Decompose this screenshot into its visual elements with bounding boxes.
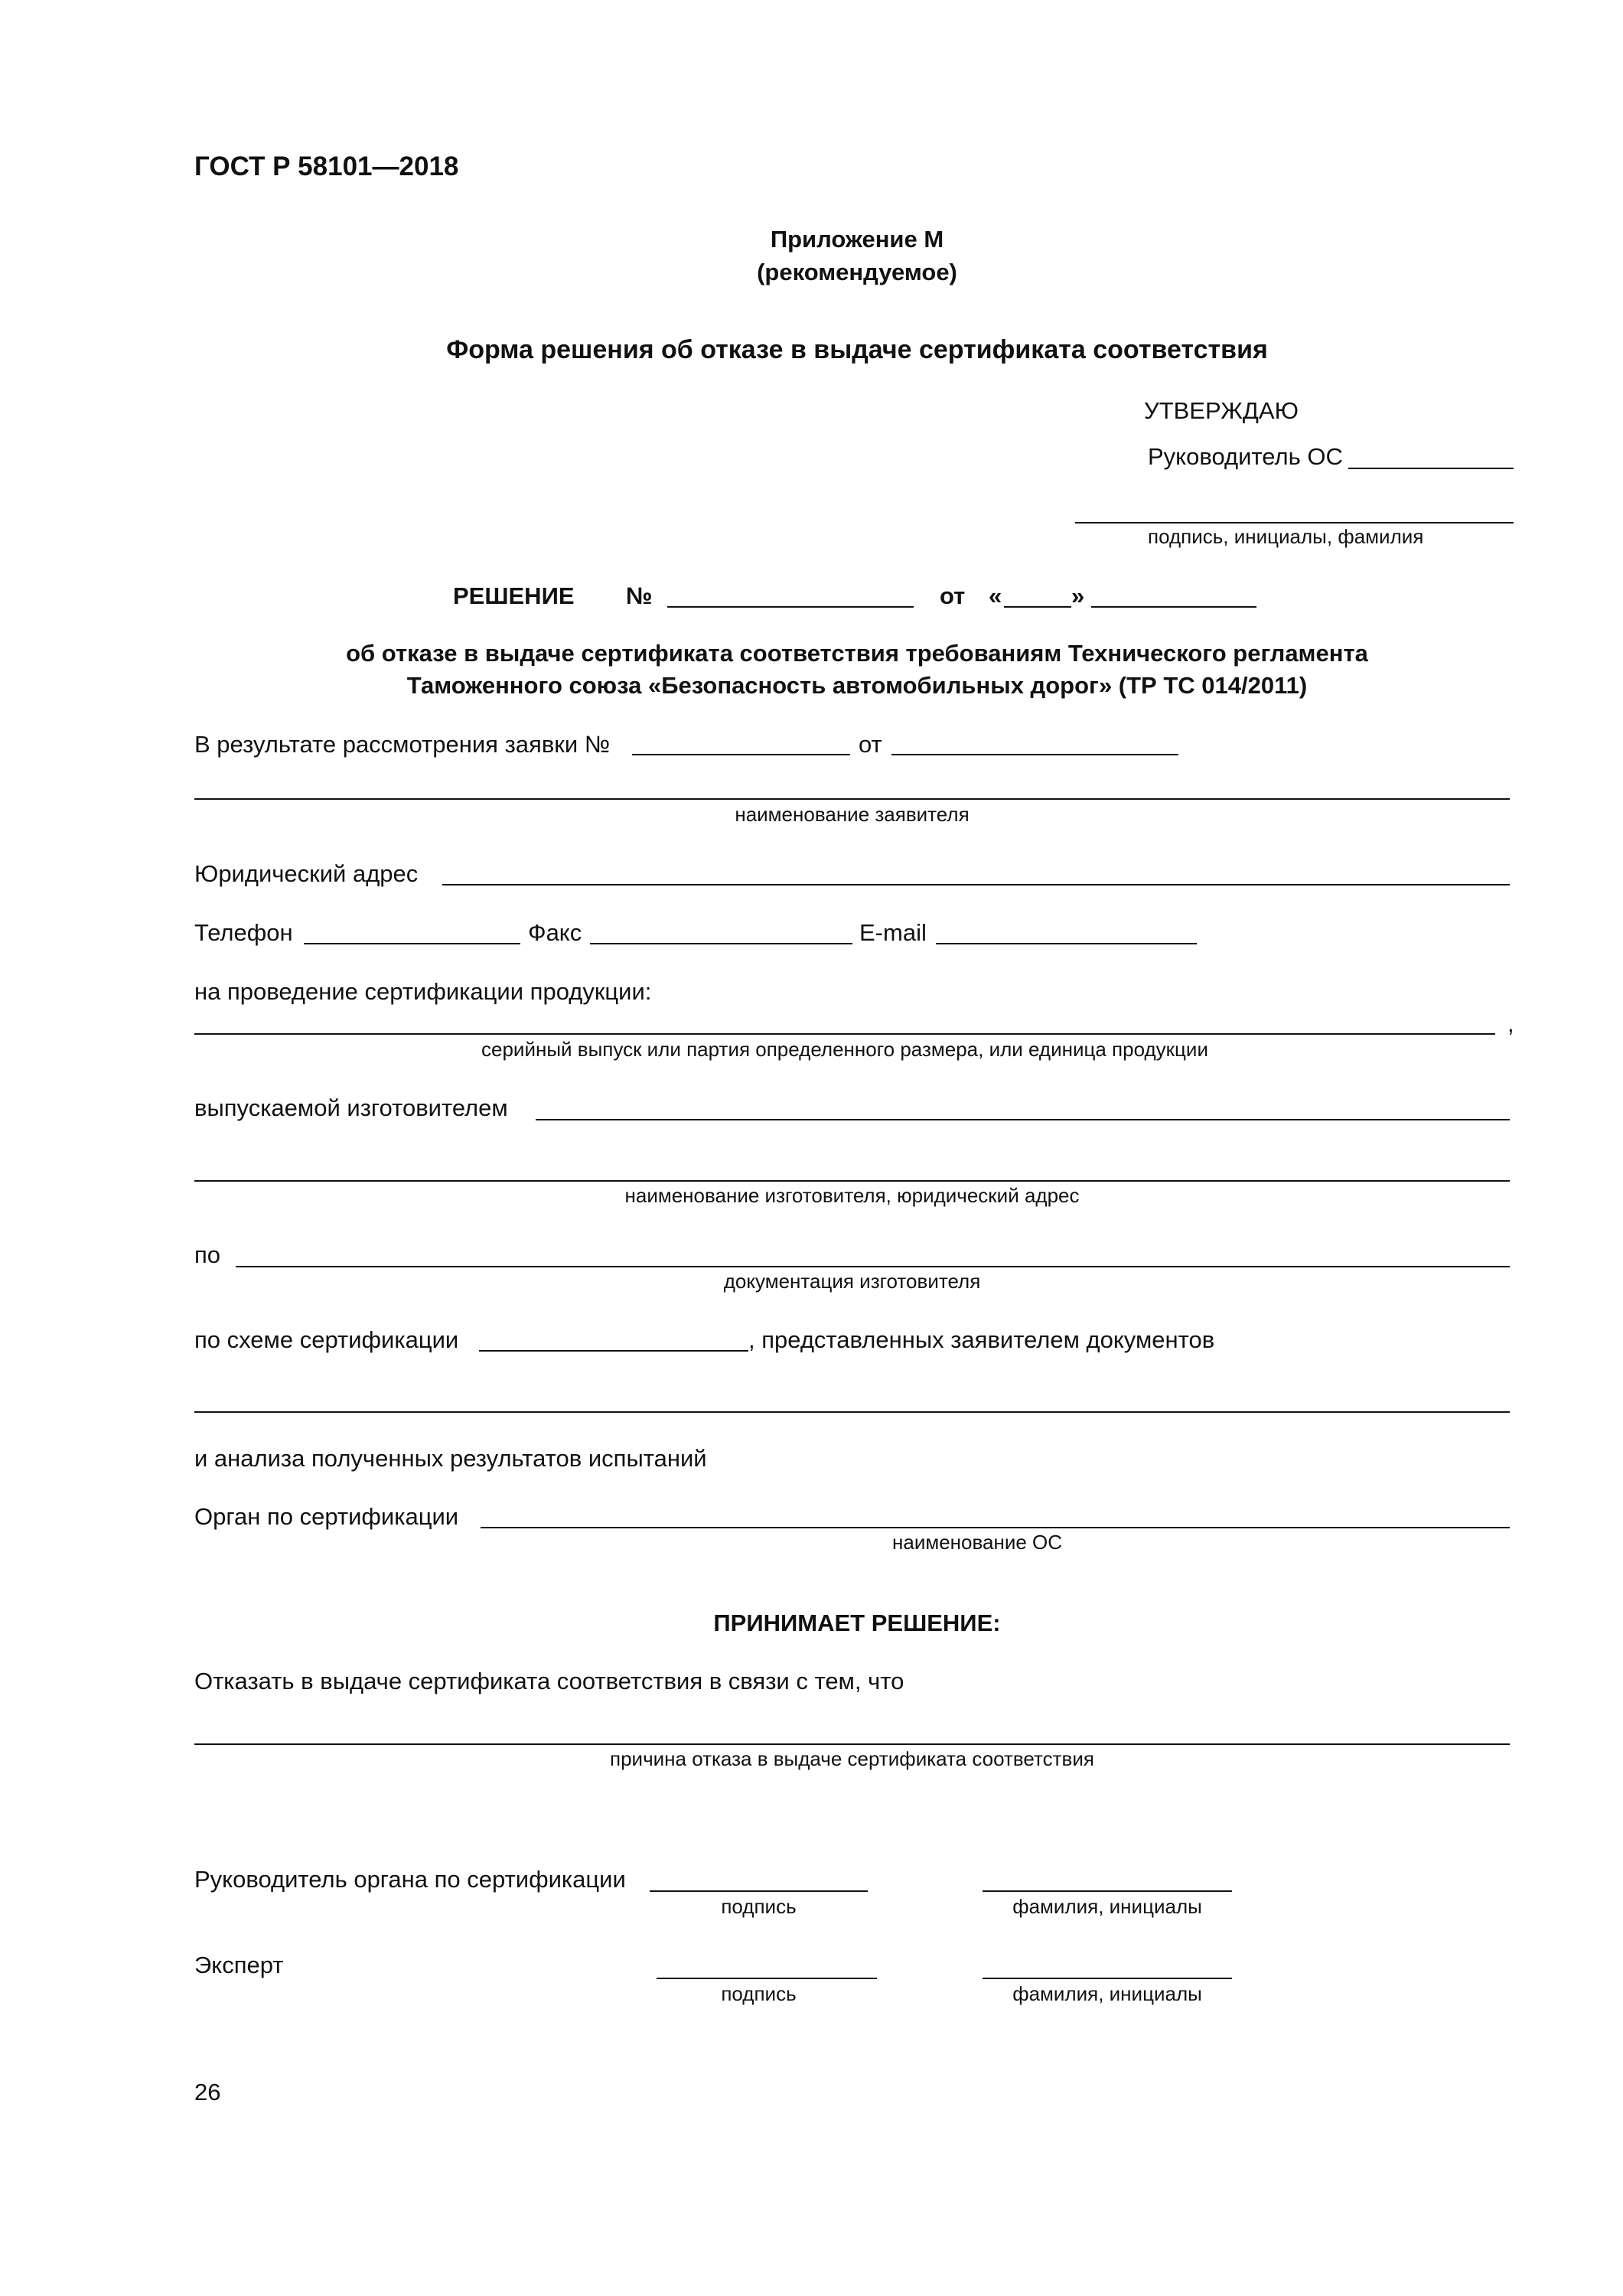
address-line [442,884,1510,885]
page-number: 26 [194,2079,221,2105]
number-sign: № [626,582,653,609]
head-os-line [1348,468,1514,469]
documentation-caption: документация изготовителя [723,1270,981,1293]
manufacturer-label: выпускаемой изготовителем [194,1094,508,1121]
documentation-line [236,1266,1510,1267]
reason-caption: причина отказа в выдаче сертификата соответствия [610,1747,1094,1770]
decision-number-line [667,606,914,608]
head-sign-line [650,1890,868,1892]
address-label: Юридический адрес [194,860,419,887]
approve-label: УТВЕРЖДАЮ [1144,397,1299,424]
approval-sign-caption: подпись, инициалы, фамилия [1148,525,1424,548]
cert-body-line [481,1527,1510,1528]
application-from-label: от [859,731,882,758]
subject-line-1: об отказе в выдаче сертификата соответствия требованиям Технического регламента [346,640,1368,667]
fax-line [590,943,852,944]
decision-month-year-line [1091,606,1256,608]
decision-label: РЕШЕНИЕ [453,582,575,609]
email-line [936,943,1197,944]
phone-label: Телефон [194,919,293,946]
product-line [194,1033,1495,1035]
phone-line [304,943,520,944]
quote-open: « [989,582,1002,609]
head-name-line [983,1890,1232,1892]
expert-name-caption: фамилия, инициалы [1012,1982,1202,2005]
head-sign-caption: подпись [721,1895,797,1918]
refuse-text: Отказать в выдаче сертификата соответствия в связи с тем, что [194,1668,904,1694]
email-label: E-mail [859,919,927,946]
manufacturer-line-1 [536,1119,1510,1120]
manufacturer-line-2 [194,1180,1510,1182]
quote-close: » [1071,582,1085,609]
head-name-caption: фамилия, инициалы [1012,1895,1202,1918]
expert-label: Эксперт [194,1952,284,1978]
resolution-heading: ПРИНИМАЕТ РЕШЕНИЕ: [713,1609,1001,1636]
reason-line [194,1743,1510,1745]
application-date-line [891,754,1178,755]
product-comma: , [1507,1010,1514,1037]
head-os-label: Руководитель ОС [1148,443,1343,470]
approval-sign-line [1075,522,1514,523]
product-cert-label: на проведение сертификации продукции: [194,978,652,1005]
annex-note: (рекомендуемое) [757,259,957,285]
applicant-line [194,798,1510,800]
form-title: Форма решения об отказе в выдаче сертификата соответствия [446,335,1268,364]
scheme-line [479,1350,748,1352]
product-caption: серийный выпуск или партия определенного размера, или единица продукции [481,1038,1208,1061]
by-label: по [194,1241,221,1268]
annex-title: Приложение М [770,226,944,253]
fax-label: Факс [528,919,582,946]
decision-day-line [1004,606,1071,608]
head-signature-label: Руководитель органа по сертификации [194,1866,626,1893]
analysis-label: и анализа полученных результатов испытаний [194,1445,707,1472]
cert-body-caption: наименование ОС [892,1531,1063,1554]
application-number-line [632,754,850,755]
expert-sign-caption: подпись [721,1982,797,2005]
expert-sign-line [657,1978,877,1979]
standard-header: ГОСТ Р 58101—2018 [194,152,459,181]
expert-name-line [983,1978,1232,1979]
manufacturer-caption: наименование изготовителя, юридический адрес [624,1184,1080,1207]
documents-line [194,1411,1510,1413]
application-label: В результате рассмотрения заявки № [194,731,611,758]
scheme-label: по схеме сертификации [194,1326,459,1353]
scheme-suffix: , представленных заявителем документов [748,1326,1215,1353]
applicant-caption: наименование заявителя [735,803,970,826]
subject-line-2: Таможенного союза «Безопасность автомобильных дорог» (ТР ТС 014/2011) [406,672,1308,699]
decision-from-label: от [940,582,966,609]
cert-body-label: Орган по сертификации [194,1503,459,1530]
